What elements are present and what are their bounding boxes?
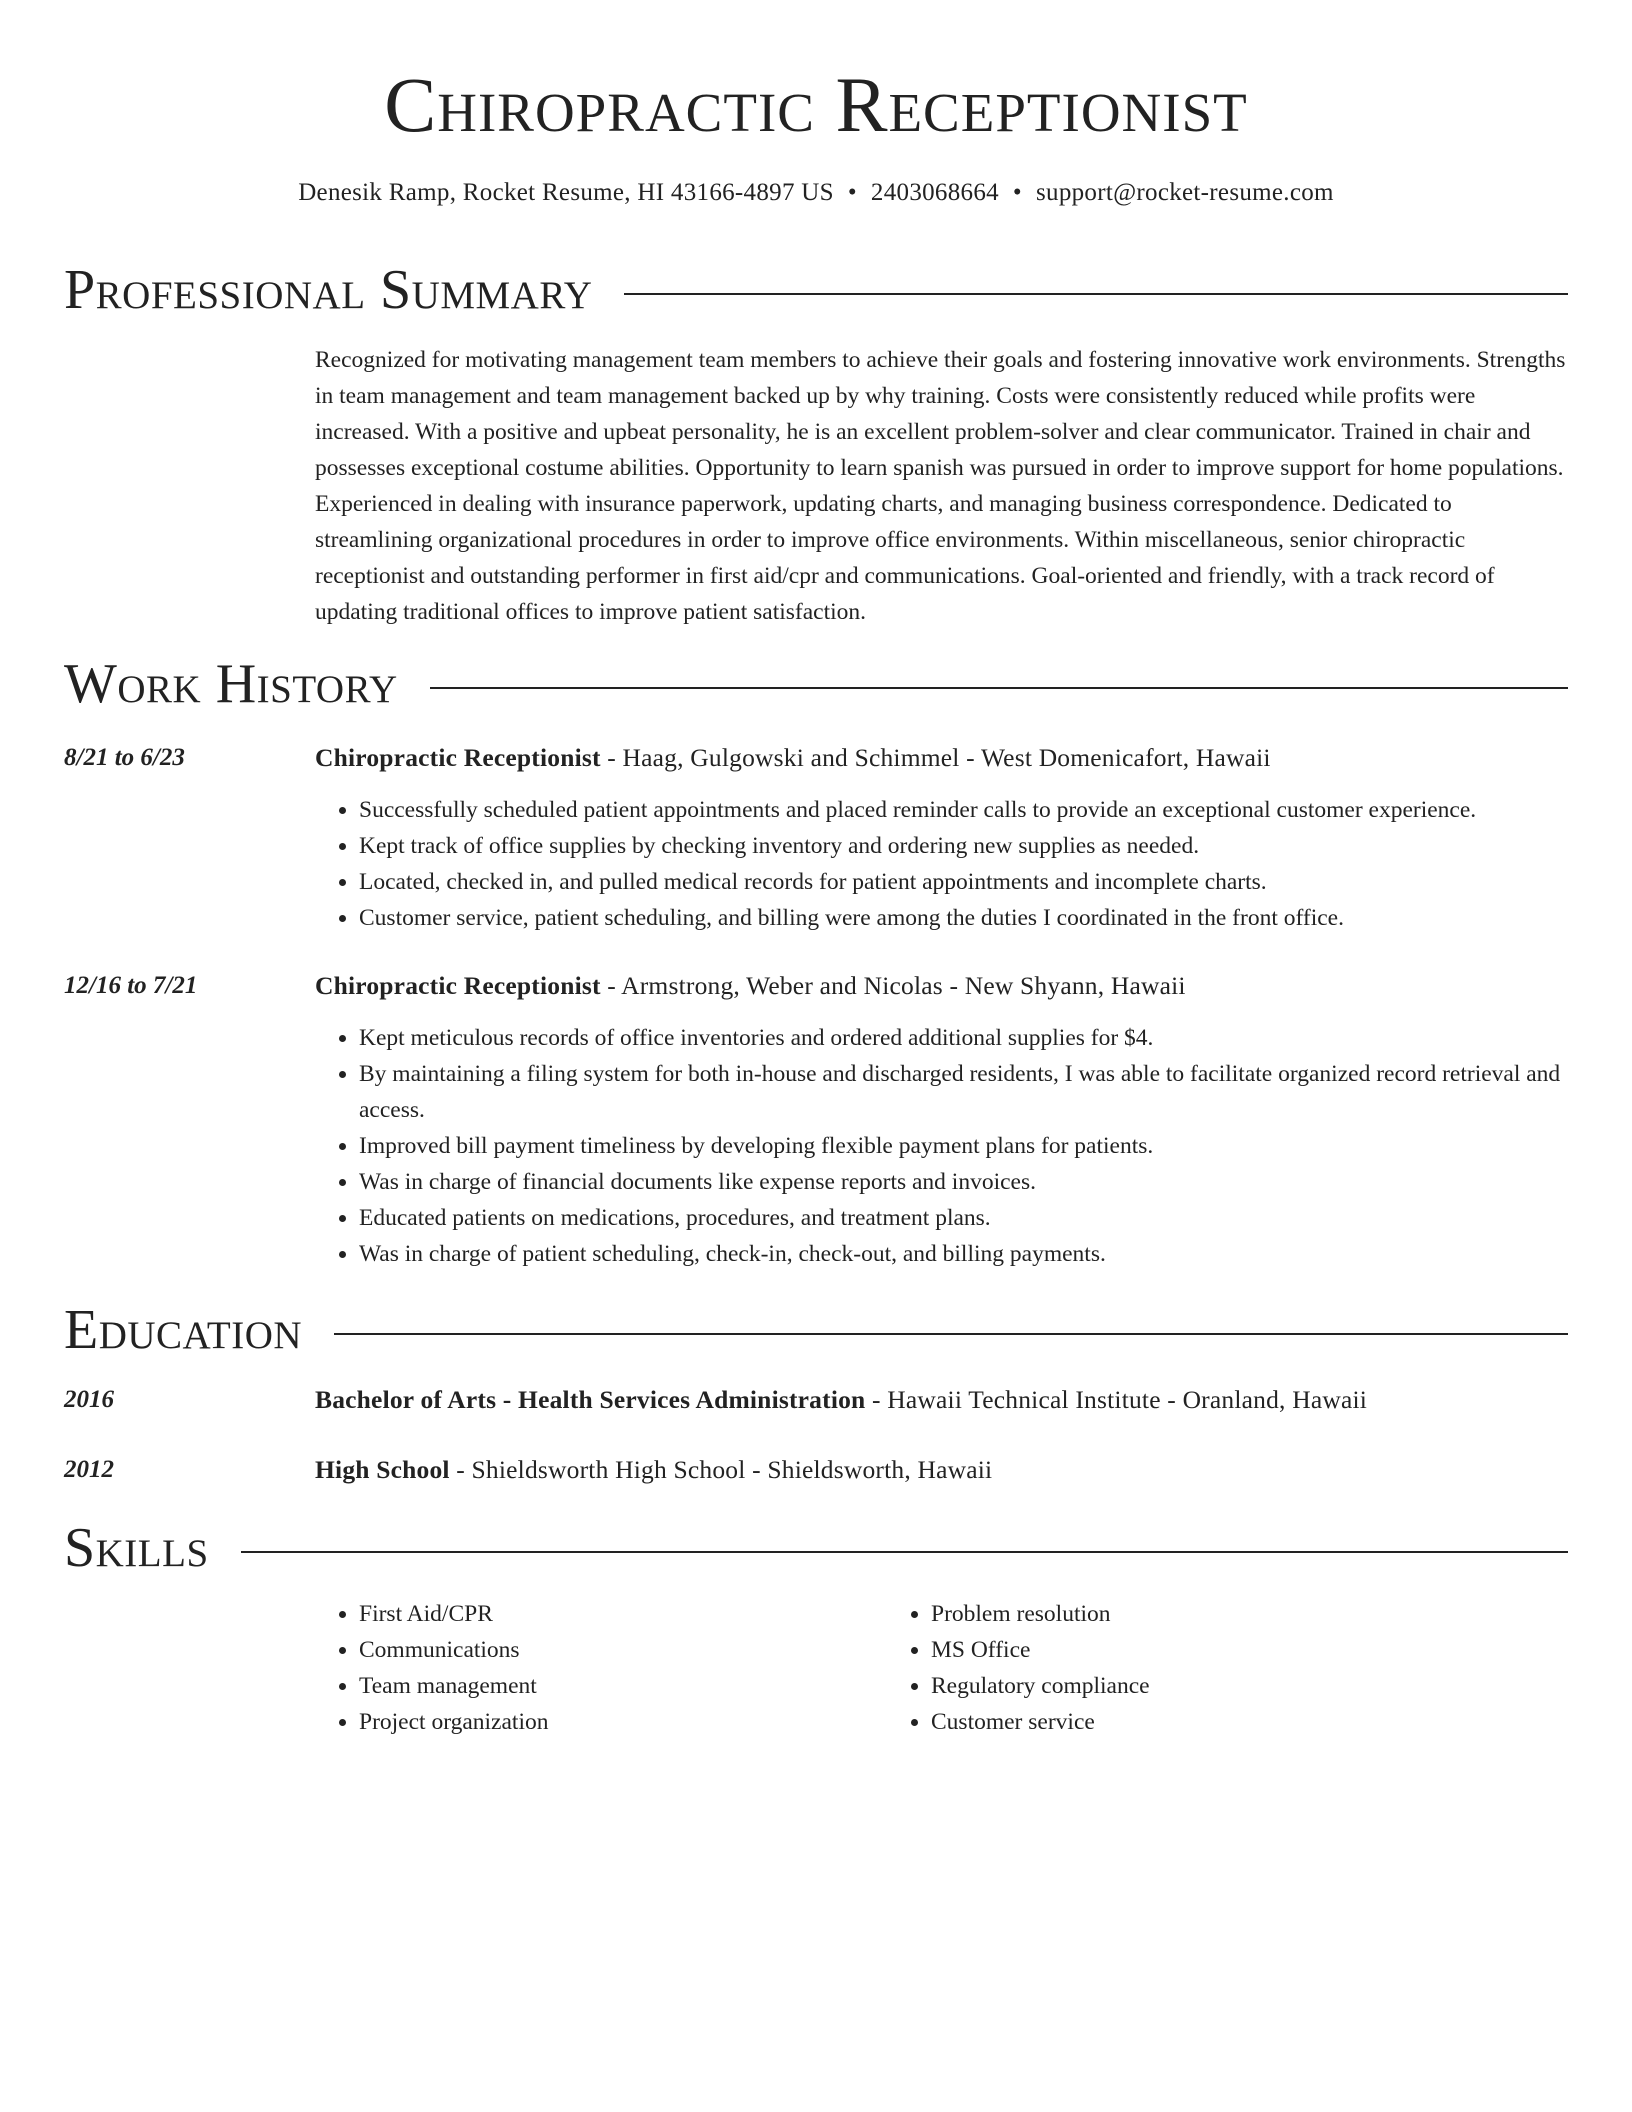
school-details: - Hawaii Technical Institute - Oranland, Hawaii	[865, 1385, 1368, 1414]
skills-list-right	[887, 1596, 1459, 1740]
section-divider	[624, 293, 1568, 295]
job-bullet: • By maintaining a filing system for both in-house and discharged residents, I was able to facilitate organized record retrieval and access.	[359, 1056, 1568, 1128]
work-title-line	[315, 968, 1568, 1004]
work-entry	[64, 968, 1568, 1272]
education-entry-body	[315, 1382, 1568, 1418]
work-entry-body	[315, 968, 1568, 1272]
skill-item: • Communications	[359, 1632, 887, 1668]
job-bullet-list	[315, 792, 1568, 936]
skill-item: • Project organization	[359, 1704, 887, 1740]
summary-text: Recognized for motivating management team members to achieve their goals and fostering innovative work environments. Strengths in team management and team management backed up by why training. Costs were consistently reduced while profits were increased. With a positive and upbeat personality, he is an excellent problem-solver and clear communicator. Trained in chair and possesses exceptional costume abilities. Opportunity to learn spanish was pursued in order to improve support for home populations. Experienced in dealing with insurance paperwork, updating charts, and managing business correspondence. Dedicated to streamlining organizational procedures in order to improve office environments. Within miscellaneous, senior chiropractic receptionist and outstanding performer in first aid/cpr and communications. Goal-oriented and friendly, with a track record of updating traditional offices to improve patient satisfaction.	[315, 347, 1566, 625]
resume-name: Chiropractic Receptionist	[384, 61, 1248, 148]
contact-address: Denesik Ramp, Rocket Resume, HI 43166-4897 US	[298, 179, 834, 206]
education-entry	[64, 1382, 1568, 1418]
section-divider	[241, 1551, 1568, 1553]
contact-separator: •	[847, 179, 857, 206]
job-title: Chiropractic Receptionist	[315, 971, 601, 1000]
education-section-header	[64, 1300, 1568, 1360]
skill-item: • Problem resolution	[931, 1596, 1459, 1632]
summary-section-header	[64, 260, 1568, 320]
job-bullet-list	[315, 1020, 1568, 1272]
job-bullet: • Educated patients on medications, procedures, and treatment plans.	[359, 1200, 1568, 1236]
degree: High School	[315, 1455, 450, 1484]
skill-item: • Customer service	[931, 1704, 1459, 1740]
work-date: 12/16 to 7/21	[64, 972, 198, 999]
job-bullet: • Improved bill payment timeliness by developing flexible payment plans for patients.	[359, 1128, 1568, 1164]
education-entry	[64, 1452, 1568, 1488]
work-entry-body	[315, 740, 1568, 936]
job-bullet: • Successfully scheduled patient appointments and placed reminder calls to provide an exceptional customer experience.	[359, 792, 1568, 828]
job-title: Chiropractic Receptionist	[315, 743, 601, 772]
skill-item: • MS Office	[931, 1632, 1459, 1668]
contact-phone: 2403068664	[870, 179, 999, 206]
section-divider	[334, 1333, 1568, 1335]
degree: Bachelor of Arts - Health Services Administration	[315, 1385, 866, 1414]
contact-separator: •	[1012, 179, 1022, 206]
job-bullet: • Was in charge of financial documents like expense reports and invoices.	[359, 1164, 1568, 1200]
contact-line	[64, 176, 1568, 210]
skill-item: • First Aid/CPR	[359, 1596, 887, 1632]
skills-section-header	[64, 1518, 1568, 1578]
job-bullet: • Kept meticulous records of office inventories and ordered additional supplies for $4.	[359, 1020, 1568, 1056]
job-details: - Haag, Gulgowski and Schimmel - West Domenicafort, Hawaii	[600, 743, 1271, 772]
summary-heading: Professional Summary	[64, 259, 593, 321]
education-year: 2012	[64, 1456, 114, 1483]
school-details: - Shieldsworth High School - Shieldsworth, Hawaii	[449, 1455, 993, 1484]
skills-columns	[315, 1596, 1568, 1740]
education-entry-body	[315, 1452, 1568, 1488]
skill-item: • Team management	[359, 1668, 887, 1704]
job-bullet: • Kept track of office supplies by checking inventory and ordering new supplies as needed.	[359, 828, 1568, 864]
job-bullet: • Was in charge of patient scheduling, check-in, check-out, and billing payments.	[359, 1236, 1568, 1272]
contact-email: support@rocket-resume.com	[1035, 179, 1334, 206]
work-heading: Work History	[64, 653, 398, 715]
work-entry	[64, 740, 1568, 936]
education-heading: Education	[64, 1299, 303, 1361]
section-divider	[430, 687, 1568, 689]
job-bullet: • Located, checked in, and pulled medical records for patient appointments and incomplete charts.	[359, 864, 1568, 900]
education-title-line	[315, 1452, 1568, 1488]
work-date: 8/21 to 6/23	[64, 744, 185, 771]
skills-list-left	[315, 1596, 887, 1740]
job-bullet: • Customer service, patient scheduling, and billing were among the duties I coordinated in the front office.	[359, 900, 1568, 936]
work-section-header	[64, 654, 1568, 714]
skills-heading: Skills	[64, 1517, 209, 1579]
work-title-line	[315, 740, 1568, 776]
education-title-line	[315, 1382, 1568, 1418]
skill-item: • Regulatory compliance	[931, 1668, 1459, 1704]
education-year: 2016	[64, 1386, 114, 1413]
job-details: - Armstrong, Weber and Nicolas - New Shyann, Hawaii	[600, 971, 1186, 1000]
